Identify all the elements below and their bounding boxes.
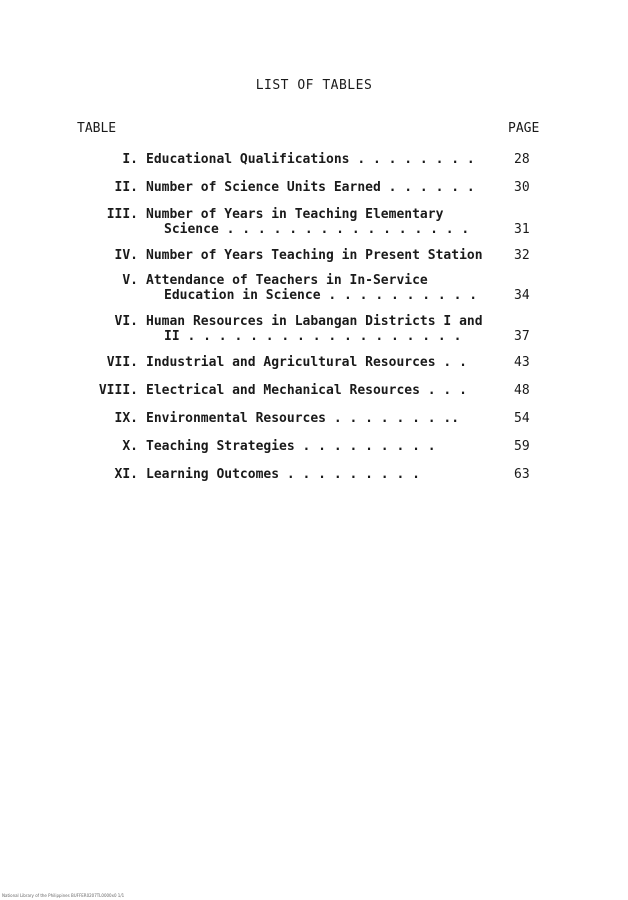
entry-number: VII. [106,355,138,370]
entry-page-number: 34 [514,288,530,303]
entry-page-number: 28 [514,152,530,167]
entry-page-number: 54 [514,411,530,426]
entry-title-continued: Education in Science . . . . . . . . . . [164,288,478,303]
entry-number: II. [114,180,138,195]
entry-title-continued: II . . . . . . . . . . . . . . . . . . [164,329,462,344]
entry-number: VI. [114,314,138,329]
entry-page-number: 48 [514,383,530,398]
table-column-header: TABLE [77,121,117,136]
entry-title: Number of Years in Teaching Elementary [146,207,444,222]
entry-title: Number of Science Units Earned . . . . . . [146,180,475,195]
entry-number: VIII. [98,383,138,398]
entry-title: Teaching Strategies . . . . . . . . . [146,439,436,454]
entry-page-number: 63 [514,467,530,482]
entry-number: III. [106,207,138,222]
entry-number: IX. [114,411,138,426]
entry-title: Environmental Resources . . . . . . . .. [146,411,460,426]
entry-number: X. [122,439,138,454]
entry-page-number: 59 [514,439,530,454]
entry-page-number: 30 [514,180,530,195]
page-title: LIST OF TABLES [255,78,373,93]
page-column-header: PAGE [508,121,540,136]
entry-title: Industrial and Agricultural Resources . . [146,355,467,370]
entry-title: Attendance of Teachers in In-Service [146,273,428,288]
entry-title: Number of Years Teaching in Present Station [146,248,483,263]
entry-page-number: 31 [514,222,530,237]
entry-page-number: 43 [514,355,530,370]
entry-title: Electrical and Mechanical Resources . . . [146,383,467,398]
entry-page-number: 32 [514,248,530,263]
entry-page-number: 37 [514,329,530,344]
entry-title: Learning Outcomes . . . . . . . . . [146,467,420,482]
entry-title-continued: Science . . . . . . . . . . . . . . . . [164,222,470,237]
entry-number: XI. [114,467,138,482]
footer-note: National Library of the Philippines BUFFER0207TL0000x0 1/1 [2,893,125,898]
entry-title: Human Resources in Labangan Districts I and [146,314,483,329]
entry-number: IV. [114,248,138,263]
entry-number: I. [122,152,138,167]
entry-title: Educational Qualifications . . . . . . . . [146,152,475,167]
entry-number: V. [122,273,138,288]
